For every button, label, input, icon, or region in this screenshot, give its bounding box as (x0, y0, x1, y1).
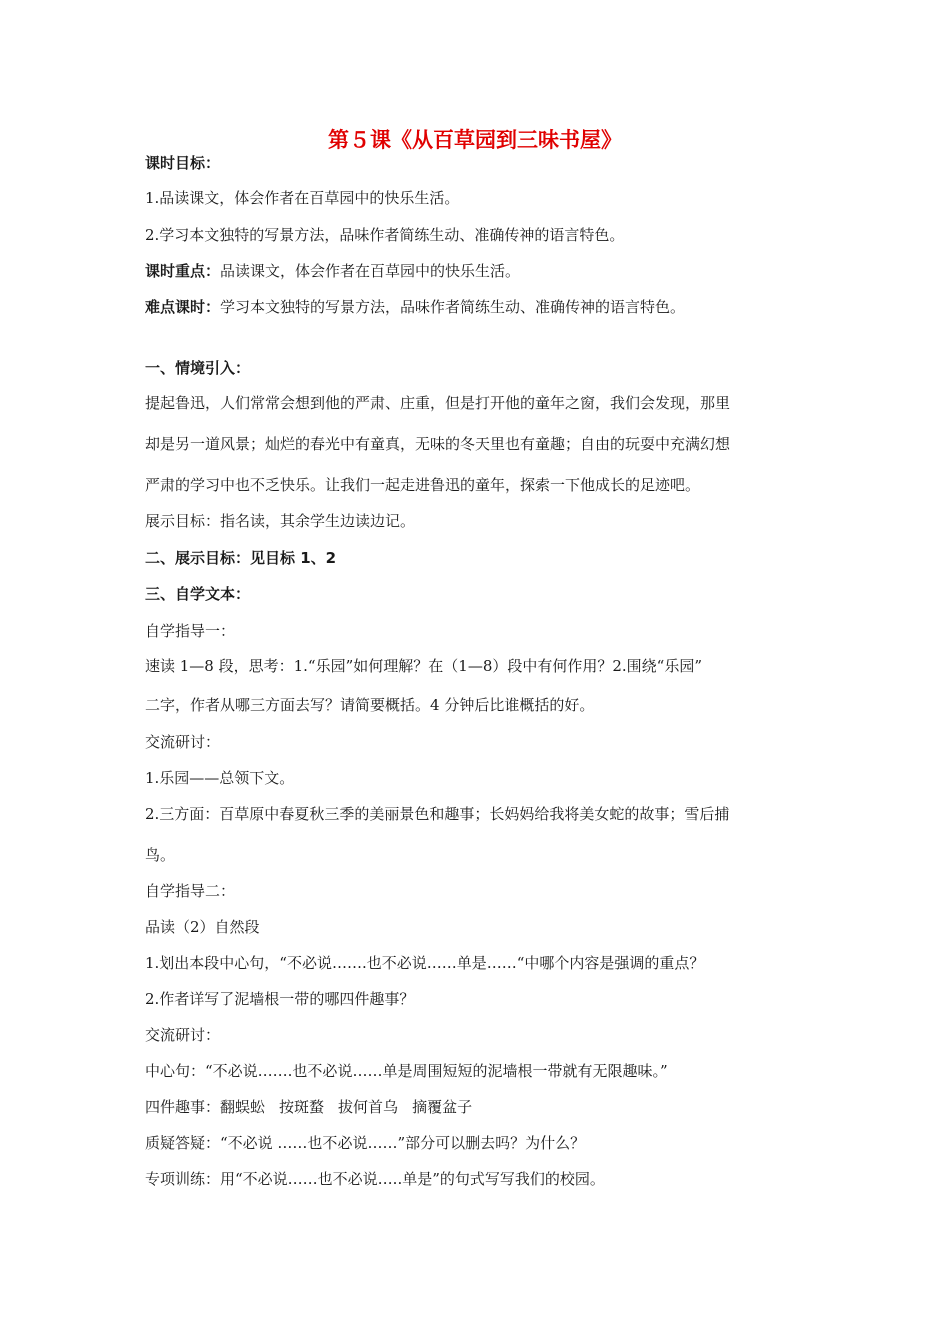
show-goal: 展示目标：指名读，其余学生边读边记。 (145, 512, 416, 530)
guide2-title: 自学指导二： (145, 882, 236, 900)
intro-para-line-1: 提起鲁迅，人们常常会想到他的严肃、庄重，但是打开他的童年之窗，我们会发现，那里 (145, 394, 731, 412)
practice-line: 专项训练：用“不必说……也不必说…..单是”的句式写写我们的校园。 (145, 1170, 605, 1188)
objective-item-1: 1.品读课文，体会作者在百草园中的快乐生活。 (145, 189, 460, 207)
central-sentence: 中心句：“不必说…….也不必说……单是周围短短的泥墙根一带就有无限趣味。” (145, 1062, 668, 1080)
section1-heading: 一、情境引入： (145, 359, 251, 377)
discussion1-item-2: 2.三方面：百草原中春夏秋三季的美丽景色和趣事；长妈妈给我将美女蛇的故事；雪后捕 (145, 805, 730, 823)
section3-heading: 三、自学文本： (145, 585, 251, 603)
difficulty-label: 难点课时： (145, 298, 221, 316)
difficulty-point (145, 297, 810, 317)
guide1-line-2: 二字，作者从哪三方面去写？请简要概括。4 分钟后比谁概括的好。 (145, 696, 595, 714)
guide1-title: 自学指导一： (145, 622, 236, 640)
question-line: 质疑答疑：“不必说 ……也不必说……”部分可以删去吗？为什么？ (145, 1134, 586, 1152)
key-point (145, 261, 810, 281)
key-point-text: 品读课文，体会作者在百草园中的快乐生活。 (220, 262, 521, 280)
fun-thing-4: 摘覆盆子 (412, 1098, 473, 1116)
intro-para-line-2: 却是另一道风景；灿烂的春光中有童真，无味的冬天里也有童趣；自由的玩耍中充满幻想 (145, 435, 731, 453)
intro-para-line-3: 严肃的学习中也不乏快乐。让我们一起走进鲁迅的童年，探索一下他成长的足迹吧。 (145, 476, 701, 494)
guide2-item-2: 2.作者详写了泥墙根一带的哪四件趣事？ (145, 990, 415, 1008)
discussion2-title: 交流研讨： (145, 1026, 221, 1044)
discussion1-item-1: 1.乐园——总领下文。 (145, 769, 295, 787)
fun-thing-2: 按斑蝥 (279, 1098, 325, 1116)
key-point-label: 课时重点： (145, 262, 221, 280)
objective-item-2: 2.学习本文独特的写景方法，品味作者简练生动、准确传神的语言特色。 (145, 226, 625, 244)
guide1-line-1: 速读 1—8 段，思考：1.“乐园”如何理解？在（1—8）段中有何作用？2.围绕“乐园” (145, 657, 703, 675)
fun-thing-1: 翻蜈蚣 (220, 1098, 266, 1116)
fun-things-label: 四件趣事： (145, 1098, 221, 1116)
page-title: 第５课《从百草园到三味书屋》 (328, 128, 622, 152)
guide2-intro: 品读（2）自然段 (145, 918, 260, 936)
discussion1-title: 交流研讨： (145, 733, 221, 751)
fun-things (145, 1097, 810, 1117)
difficulty-text: 学习本文独特的写景方法，品味作者简练生动、准确传神的语言特色。 (220, 298, 686, 316)
section2-heading: 二、展示目标：见目标 1、2 (145, 549, 337, 567)
discussion1-item-2-cont: 鸟。 (145, 846, 176, 864)
objectives-heading: 课时目标： (145, 154, 221, 172)
fun-thing-3: 拔何首乌 (338, 1098, 399, 1116)
guide2-item-1: 1.划出本段中心句，“不必说…….也不必说……单是……“中哪个内容是强调的重点？ (145, 954, 705, 972)
